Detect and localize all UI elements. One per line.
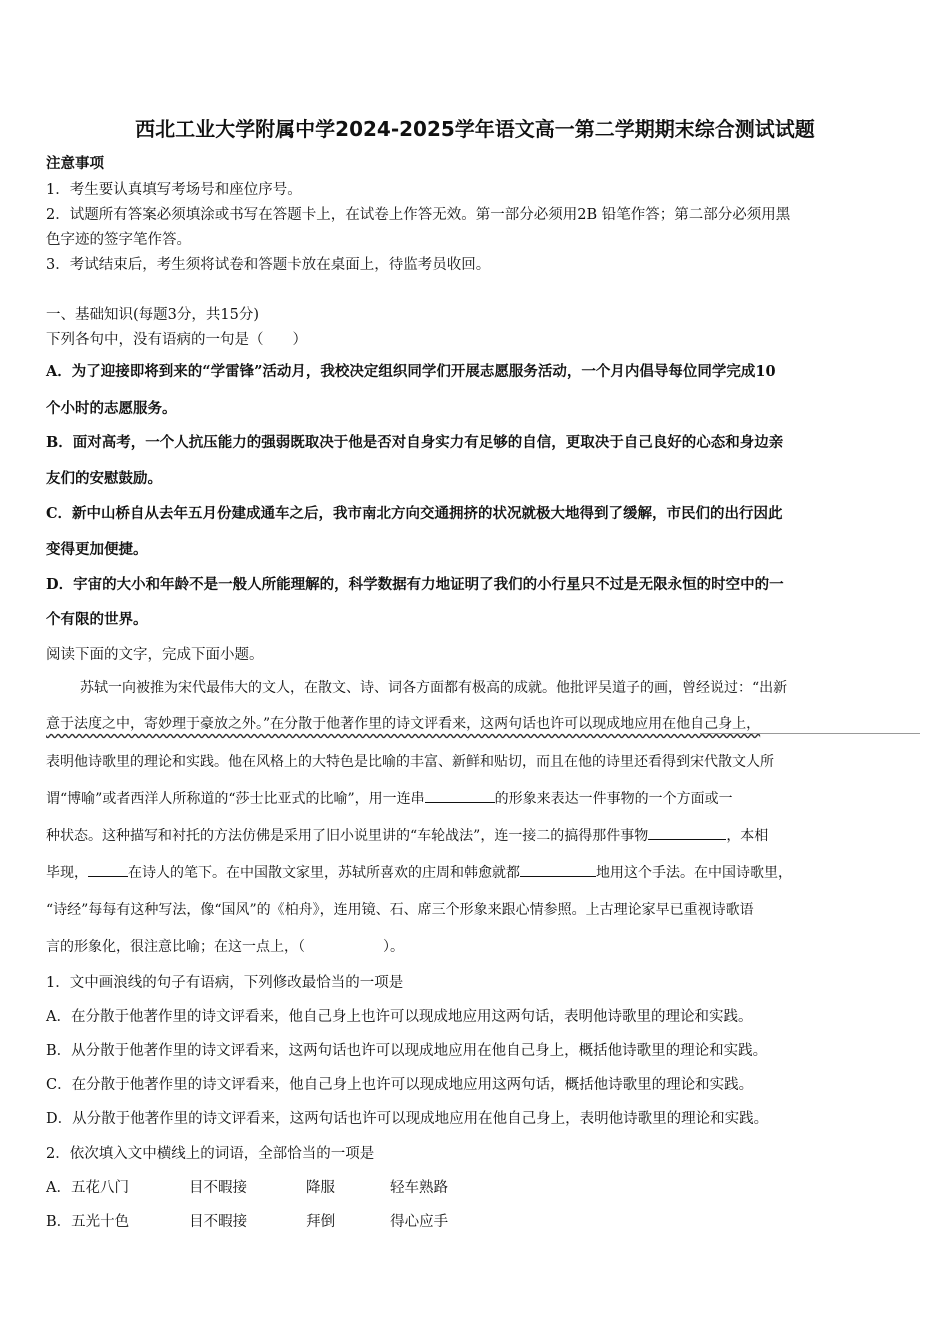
option-word: 轻车熟路 — [389, 1180, 448, 1196]
fill-blank-1 — [425, 788, 495, 803]
passage-line: 表明他诗歌里的理论和实践。他在风格上的大特色是比喻的丰富、新鲜和贴切，而且在他的诗里还看得到宋代散文人所 — [46, 754, 774, 770]
fill-blank-3 — [88, 862, 128, 877]
fill-blank-2 — [648, 825, 726, 840]
passage-line — [46, 788, 733, 808]
note-item: 1．考生要认真填写考场号和座位序号。 — [46, 182, 302, 198]
passage-text: 毕现， — [46, 865, 88, 881]
option-a-line2: 个小时的志愿服务。 — [46, 400, 177, 417]
question-1-option-b: B．从分散于他著作里的诗文评看来，这两句话也许可以现成地应用在他自己身上，概括他诗歌里的理论和实践。 — [46, 1043, 768, 1059]
question-1-stem: 1．文中画浪线的句子有语病，下列修改最恰当的一项是 — [46, 975, 404, 991]
question-2-option-b — [46, 1210, 448, 1231]
option-word: 降服 — [305, 1180, 335, 1196]
wavy-underlined-text: 意于法度之中，寄妙理于豪放之外。”在分散于他著作里的诗文评看来，这两句话也许可以现成地应用在他自己身上， — [46, 716, 761, 732]
option-b-line2: 友们的安慰鼓励。 — [46, 470, 162, 487]
passage-line — [46, 936, 404, 956]
passage-line: “诗经”每每有这种写法，像“国风”的《柏舟》，连用镜、石、席三个形象来跟心情参照。上古理论家早已重视诗歌语 — [46, 902, 754, 918]
option-word: 五花八门 — [70, 1180, 129, 1196]
question-2-stem: 2．依次填入文中横线上的词语，全部恰当的一项是 — [46, 1146, 375, 1162]
passage-line: 苏轼一向被推为宋代最伟大的文人，在散文、诗、词各方面都有极高的成就。他批评吴道子的画，曾经说过：“出新 — [80, 680, 788, 696]
question-stem: 下列各句中，没有语病的一句是（ ） — [46, 332, 307, 348]
question-2-option-a — [46, 1176, 448, 1197]
passage-text: 地用这个手法。在中国诗歌里， — [596, 865, 792, 881]
passage-line — [46, 825, 768, 845]
note-item: 3．考试结束后，考生须将试卷和答题卡放在桌面上，待监考员收回。 — [46, 257, 491, 273]
passage-text: ）。 — [383, 939, 404, 955]
option-c-line1: C．新中山桥自从去年五月份建成通车之后，我市南北方向交通拥挤的状况就极大地得到了缓解，市民们的出行因此 — [46, 505, 783, 522]
option-d-line2: 个有限的世界。 — [46, 611, 148, 628]
passage-text: 种状态。这种描写和衬托的方法仿佛是采用了旧小说里讲的“车轮战法”，连一接二的搞得那件事物 — [46, 828, 649, 844]
question-1-option-d: D．从分散于他著作里的诗文评看来，这两句话也许可以现成地应用在他自己身上，表明他诗歌里的理论和实践。 — [46, 1111, 769, 1127]
passage-text: 谓“博喻”或者西洋人所称道的“莎士比亚式的比喻”，用一连串 — [46, 791, 425, 807]
passage-text: ，本相 — [726, 828, 769, 844]
section-heading: 一、基础知识(每题3分，共15分) — [46, 307, 259, 323]
option-word: 五光十色 — [71, 1214, 130, 1230]
question-1-option-c: C．在分散于他著作里的诗文评看来，他自己身上也许可以现成地应用这两句话，概括他诗歌里的理论和实践。 — [46, 1077, 754, 1093]
option-word: 目不暇接 — [189, 1214, 248, 1230]
passage-line — [46, 862, 792, 882]
option-word: 目不暇接 — [188, 1180, 247, 1196]
option-c-line2: 变得更加便捷。 — [46, 541, 148, 558]
passage-text: 在诗人的笔下。在中国散文家里，苏轼所喜欢的庄周和韩愈就都 — [128, 865, 520, 881]
exam-title: 西北工业大学附属中学2024-2025学年语文高一第二学期期末综合测试试题 — [135, 117, 815, 141]
passage-text: 言的形象化，很注意比喻；在这一点上，（ — [46, 939, 305, 955]
notes-heading: 注意事项 — [46, 155, 104, 172]
note-item: 色字迹的签字笔作答。 — [46, 232, 191, 248]
passage-text: 的形象来表达一件事物的一个方面或一 — [494, 791, 733, 807]
option-d-line1: D．宇宙的大小和年龄不是一般人所能理解的，科学数据有力地证明了我们的小行星只不过是无限永恒的时空中的一 — [46, 576, 784, 593]
option-word: 拜倒 — [306, 1214, 336, 1230]
passage-wavy-sentence — [46, 713, 760, 733]
note-item: 2．试题所有答案必须填涂或书写在答题卡上，在试卷上作答无效。第一部分必须用2B 铅笔作答；第二部分必须用黑 — [46, 207, 791, 223]
option-letter: A． — [46, 1180, 71, 1196]
divider — [700, 733, 920, 734]
option-word: 得心应手 — [390, 1214, 449, 1230]
option-b-line1: B．面对高考，一个人抗压能力的强弱既取决于他是否对自身实力有足够的自信，更取决于自己良好的心态和身边亲 — [46, 434, 784, 451]
question-1-option-a: A．在分散于他著作里的诗文评看来，他自己身上也许可以现成地应用这两句话，表明他诗歌里的理论和实践。 — [46, 1009, 753, 1025]
fill-blank-4 — [520, 862, 596, 877]
option-letter: B． — [46, 1214, 72, 1230]
option-a-line1: A．为了迎接即将到来的“学雷锋”活动月，我校决定组织同学们开展志愿服务活动，一个月内倡导每位同学完成10 — [46, 363, 776, 380]
reading-intro: 阅读下面的文字，完成下面小题。 — [46, 647, 264, 663]
